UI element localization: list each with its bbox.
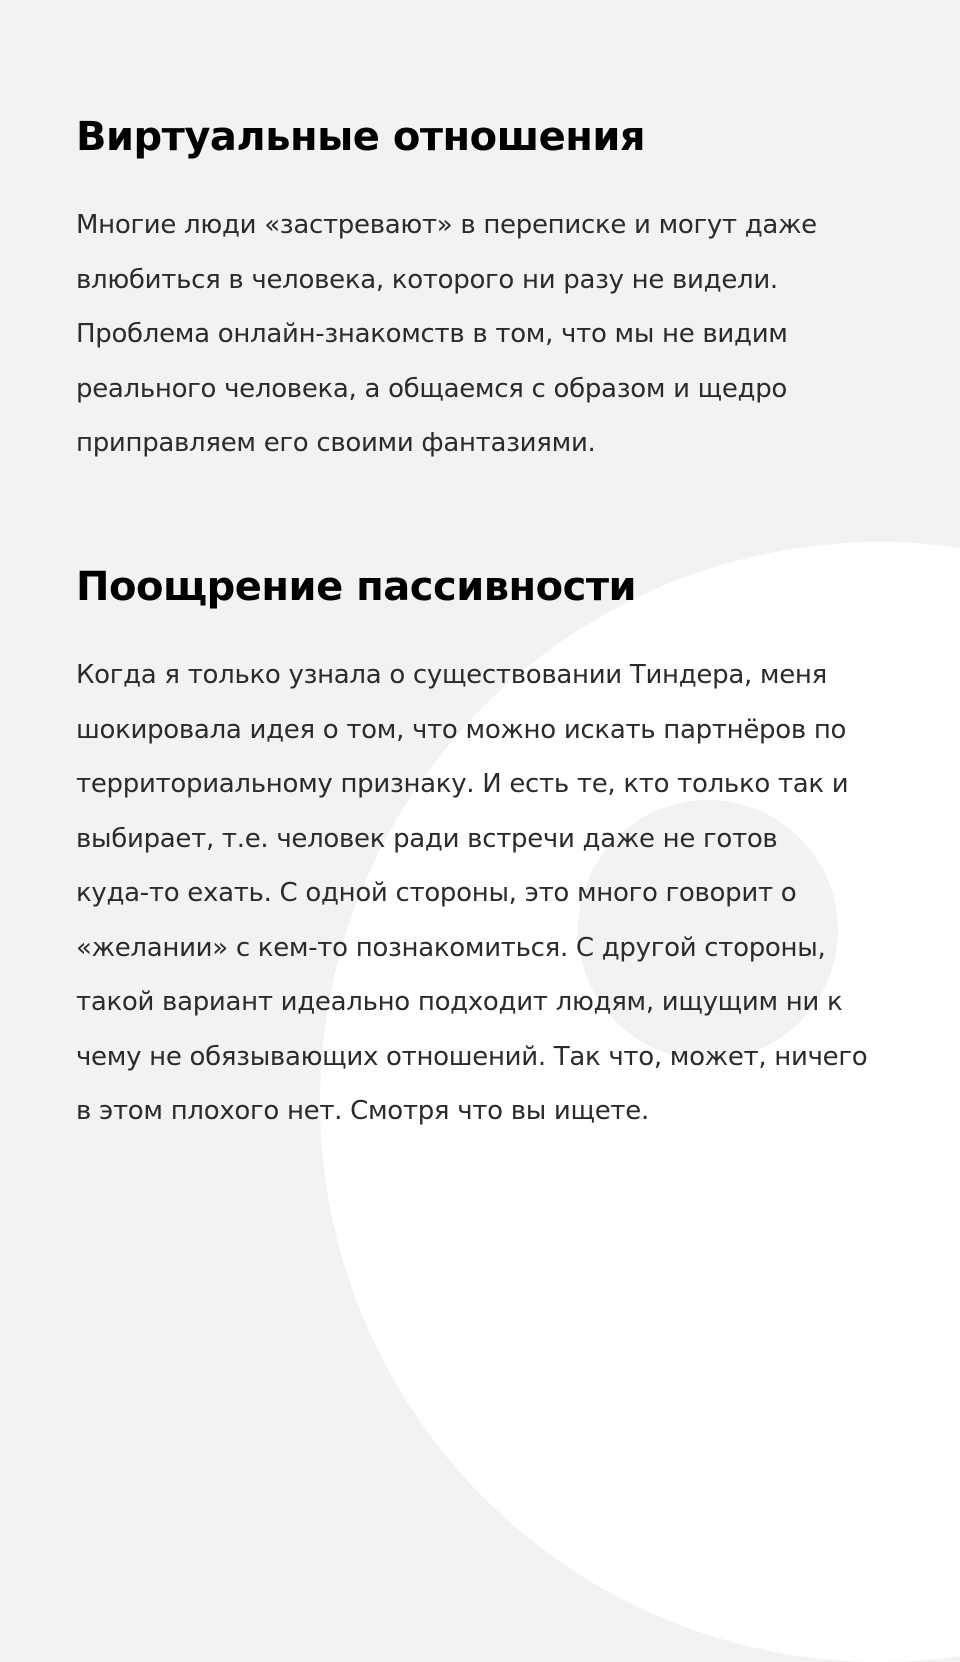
section-virtual-relationships bbox=[76, 110, 916, 471]
paragraph-line: территориальному признаку. И есть те, кто только так и bbox=[76, 769, 849, 799]
section-heading: Поощрение пассивности bbox=[76, 564, 637, 610]
paragraph-line: чему не обязывающих отношений. Так что, может, ничего bbox=[76, 1041, 868, 1072]
section-paragraph bbox=[76, 648, 916, 1139]
paragraph-line: Многие люди «застревают» в переписке и могут даже bbox=[76, 210, 817, 240]
section-heading: Виртуальные отношения bbox=[76, 114, 646, 160]
paragraph-line: Проблема онлайн-знакомств в том, что мы не видим bbox=[76, 319, 788, 349]
section-passivity-encouragement bbox=[76, 560, 916, 1139]
paragraph-line: шокировала идея о том, что можно искать партнёров по bbox=[76, 714, 847, 745]
paragraph-line: Когда я только узнала о существовании Тиндера, меня bbox=[76, 660, 827, 690]
paragraph-line: приправляем его своими фантазиями. bbox=[76, 428, 596, 458]
paragraph-line: «желании» с кем-то познакомиться. С другой стороны, bbox=[76, 932, 826, 963]
paragraph-line: в этом плохого нет. Смотря что вы ищете. bbox=[76, 1096, 649, 1126]
paragraph-line: реального человека, а общаемся с образом и щедро bbox=[76, 373, 788, 404]
section-paragraph bbox=[76, 198, 916, 471]
paragraph-line: выбирает, т.е. человек ради встречи даже не готов bbox=[76, 823, 778, 854]
paragraph-line: куда-то ехать. С одной стороны, это много говорит о bbox=[76, 878, 797, 908]
paragraph-line: такой вариант идеально подходит людям, ищущим ни к bbox=[76, 987, 843, 1017]
paragraph-line: влюбиться в человека, которого ни разу не видели. bbox=[76, 264, 778, 295]
